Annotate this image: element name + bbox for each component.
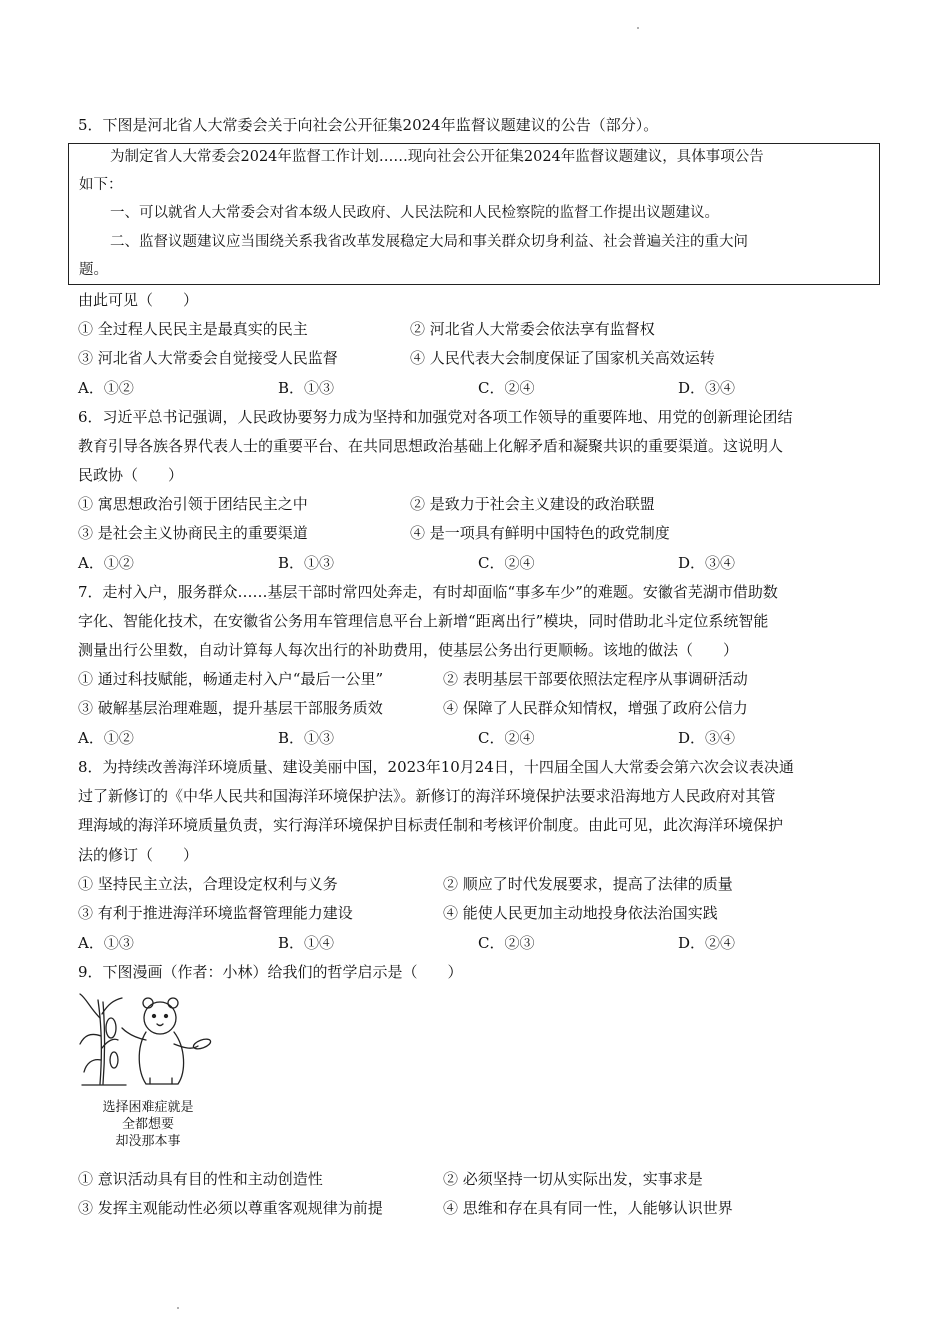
cartoon-caption-line: 选择困难症就是: [102, 1100, 194, 1115]
q8-option-d: D．②④: [678, 934, 736, 952]
q5-option-c: C．②④: [478, 379, 535, 397]
q5-prompt: 由此可见（ ）: [78, 291, 199, 309]
q6-statement: ④ 是一项具有鲜明中国特色的政党制度: [410, 524, 670, 542]
q8-stem-line: 法的修订（ ）: [78, 846, 199, 864]
q8-statement: ④ 能使人民更加主动地投身依法治国实践: [443, 904, 718, 922]
q7-option-c: C．②④: [478, 729, 535, 747]
q5-notice-line: 如下：: [79, 177, 123, 193]
q5-option-a: A．①②: [78, 379, 134, 397]
cartoon-illustration: [78, 988, 218, 1153]
q5-notice-line: 为制定省人大常委会2024年监督工作计划……现向社会公开征集2024年监督议题建议，具体事项公告: [110, 149, 764, 165]
q7-statement: ② 表明基层干部要依照法定程序从事调研活动: [443, 670, 748, 688]
q8-option-a: A．①③: [78, 934, 134, 952]
q7-stem-line: 7．走村入户，服务群众……基层干部时常四处奔走，有时却面临“事多车少”的难题。安徽省芜湖市借助数: [78, 583, 778, 601]
q8-option-c: C．②③: [478, 934, 535, 952]
q5-statement: ② 河北省人大常委会依法享有监督权: [410, 320, 655, 338]
q5-option-b: B．①③: [278, 379, 335, 397]
q6-statement: ② 是致力于社会主义建设的政治联盟: [410, 495, 655, 513]
q9-statement: ④ 思维和存在具有同一性，人能够认识世界: [443, 1199, 733, 1217]
bear-corn-drawing: [78, 988, 218, 1088]
q7-statement: ① 通过科技赋能，畅通走村入户“最后一公里”: [78, 670, 384, 688]
q6-option-d: D．③④: [678, 554, 736, 572]
q8-statement: ③ 有利于推进海洋环境监督管理能力建设: [78, 904, 353, 922]
q8-option-b: B．①④: [278, 934, 335, 952]
q6-stem-line: 民政协（ ）: [78, 466, 184, 484]
q8-statement: ① 坚持民主立法，合理设定权利与义务: [78, 875, 338, 893]
q6-option-c: C．②④: [478, 554, 535, 572]
cartoon-caption-line: 却没那本事: [115, 1134, 181, 1149]
cartoon-caption-line: 全都想要: [121, 1117, 174, 1132]
q7-option-d: D．③④: [678, 729, 736, 747]
q6-statement: ③ 是社会主义协商民主的重要渠道: [78, 524, 308, 542]
q5-stem: 5．下图是河北省人大常委会关于向社会公开征集2024年监督议题建议的公告（部分）。: [78, 116, 659, 134]
q5-notice-box: [68, 143, 880, 285]
q6-stem-line: 6．习近平总书记强调，人民政协要努力成为坚持和加强党对各项工作领导的重要阵地、用党的创新理论团结: [78, 408, 793, 426]
q5-notice-line: 一、可以就省人大常委会对省本级人民政府、人民法院和人民检察院的监督工作提出议题建议。: [110, 205, 719, 221]
q9-stem: 9．下图漫画（作者：小林）给我们的哲学启示是（ ）: [78, 963, 463, 981]
q6-option-a: A．①②: [78, 554, 134, 572]
q7-statement: ④ 保障了人民群众知情权，增强了政府公信力: [443, 699, 748, 717]
q5-option-d: D．③④: [678, 379, 736, 397]
q7-option-a: A．①②: [78, 729, 134, 747]
q7-statement: ③ 破解基层治理难题，提升基层干部服务质效: [78, 699, 383, 717]
scan-speck: [637, 27, 639, 29]
q7-stem-line: 测量出行公里数，自动计算每人每次出行的补助费用，使基层公务出行更顺畅。该地的做法（ ）: [78, 641, 739, 659]
q6-stem-line: 教育引导各族各界代表人士的重要平台、在共同思想政治基础上化解矛盾和凝聚共识的重要渠道。这说明人: [78, 437, 784, 455]
q7-stem-line: 字化、智能化技术，在安徽省公务用车管理信息平台上新增“距离出行”模块，同时借助北斗定位系统智能: [78, 612, 769, 630]
q8-stem-line: 8．为持续改善海洋环境质量、建设美丽中国，2023年10月24日，十四届全国人大常委会第六次会议表决通: [78, 758, 794, 776]
q9-statement: ③ 发挥主观能动性必须以尊重客观规律为前提: [78, 1199, 383, 1217]
q9-statement: ① 意识活动具有目的性和主动创造性: [78, 1170, 323, 1188]
q8-statement: ② 顺应了时代发展要求，提高了法律的质量: [443, 875, 733, 893]
q6-option-b: B．①③: [278, 554, 335, 572]
q5-notice-line: 题。: [79, 262, 108, 278]
q8-stem-line: 过了新修订的《中华人民共和国海洋环境保护法》。新修订的海洋环境保护法要求沿海地方人民政府对其管: [78, 787, 776, 805]
q5-notice-line: 二、监督议题建议应当围绕关系我省改革发展稳定大局和事关群众切身利益、社会普遍关注的重大问: [110, 234, 748, 250]
q6-statement: ① 寓思想政治引领于团结民主之中: [78, 495, 308, 513]
q8-stem-line: 理海域的海洋环境质量负责，实行海洋环境保护目标责任制和考核评价制度。由此可见，此次海洋环境保护: [78, 816, 784, 834]
q5-statement: ③ 河北省人大常委会自觉接受人民监督: [78, 349, 338, 367]
scan-speck: [177, 1307, 179, 1309]
q9-statement: ② 必须坚持一切从实际出发，实事求是: [443, 1170, 703, 1188]
q7-option-b: B．①③: [278, 729, 335, 747]
q5-statement: ① 全过程人民民主是最真实的民主: [78, 320, 308, 338]
q5-statement: ④ 人民代表大会制度保证了国家机关高效运转: [410, 349, 715, 367]
